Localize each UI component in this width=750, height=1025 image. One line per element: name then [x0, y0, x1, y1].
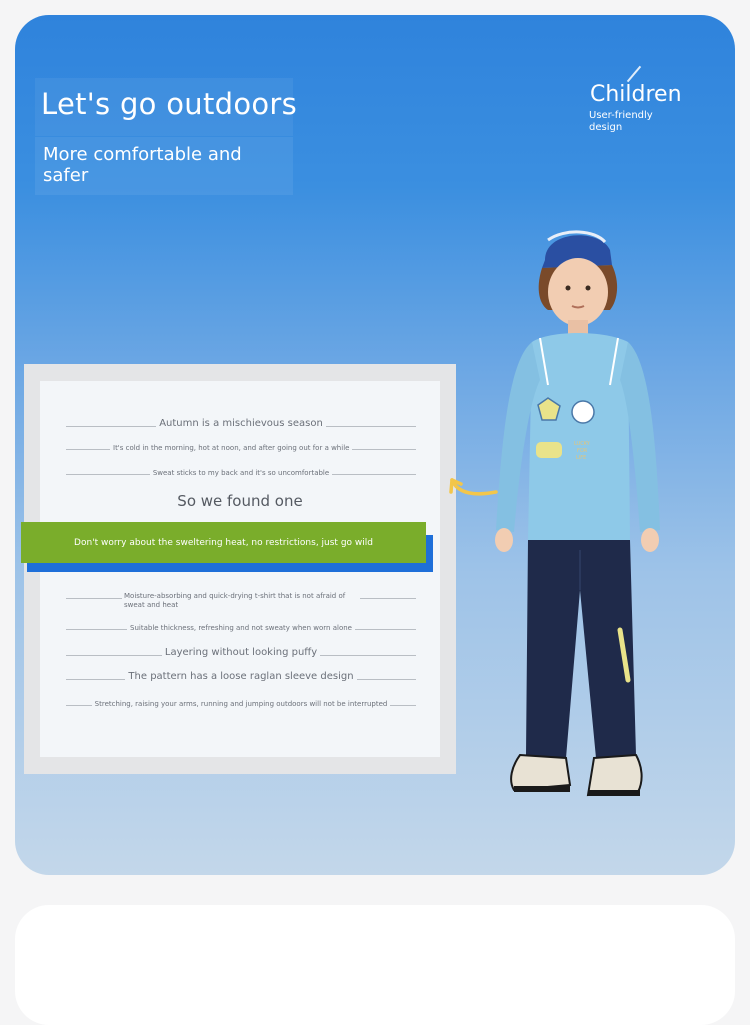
- badge-subtitle: User-friendly design: [589, 110, 653, 133]
- panel-line-text: Suitable thickness, refreshing and not sweaty when worn alone: [130, 624, 352, 632]
- panel-line-text: Stretching, raising your arms, running and jumping outdoors will not be interrupted: [94, 700, 388, 708]
- panel-line: [66, 700, 416, 708]
- next-section-card: [15, 905, 735, 1025]
- badge-title: Children: [590, 82, 682, 107]
- panel-line-text: Sweat sticks to my back and it's so uncomfortable: [152, 469, 330, 477]
- child-model-illustration: [470, 210, 670, 810]
- page-subtitle: More comfortable and safer: [43, 144, 242, 186]
- panel-line-text: Layering without looking puffy: [164, 647, 318, 658]
- svg-text:FOR: FOR: [577, 448, 588, 454]
- svg-text:LUCKY: LUCKY: [574, 441, 590, 447]
- page-title: Let's go outdoors: [41, 87, 298, 121]
- panel-line-text: Moisture-absorbing and quick-drying t-shirt that is not afraid of sweat and heat: [124, 592, 346, 609]
- panel-line: [66, 671, 416, 682]
- panel-line-text: It's cold in the morning, hot at noon, and after going out for a while: [113, 444, 350, 452]
- svg-text:LIFE: LIFE: [576, 455, 587, 461]
- panel-line: [66, 647, 416, 658]
- panel-line-text: The pattern has a loose raglan sleeve design: [128, 671, 354, 682]
- highlight-banner: [21, 522, 426, 563]
- panel-line: [66, 418, 416, 429]
- panel-line: [66, 469, 416, 477]
- panel-line: [66, 624, 416, 632]
- banner-text: Don't worry about the sweltering heat, no restrictions, just go wild: [74, 537, 373, 548]
- found-heading: So we found one: [177, 492, 303, 510]
- panel-line: [66, 444, 416, 452]
- panel-line-text: Autumn is a mischievous season: [159, 418, 323, 429]
